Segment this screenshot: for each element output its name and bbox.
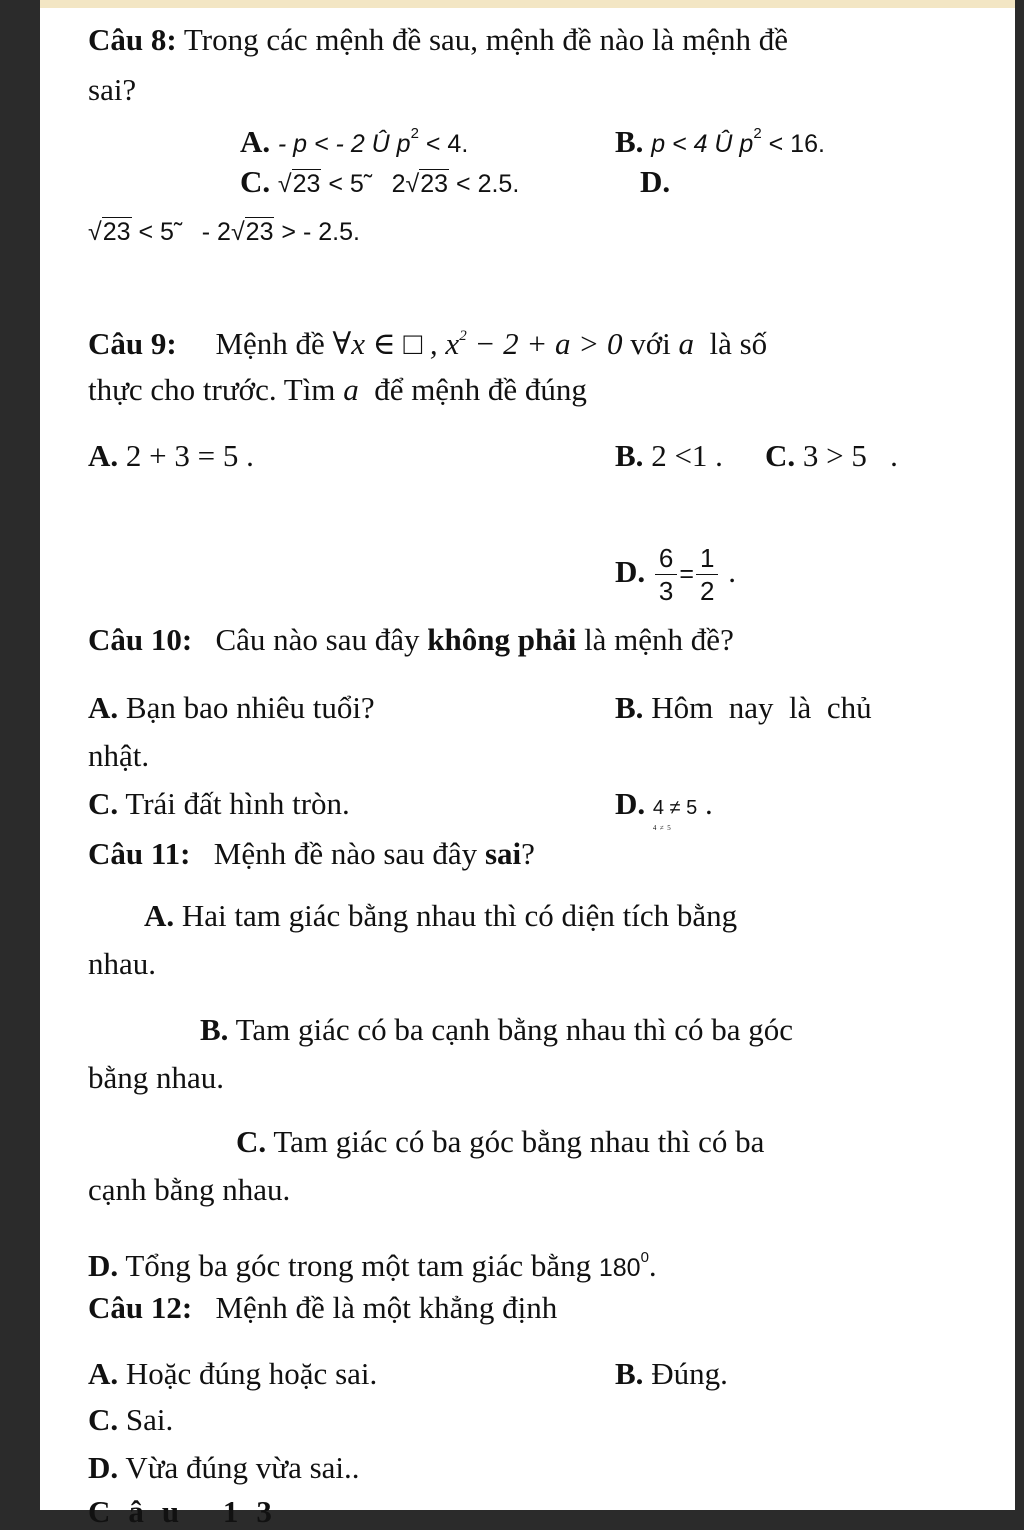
q9-math: ∀x ∈ □ , $x^2 - 2 + a > 0$ <box>332 326 623 361</box>
q8-option-c <box>240 164 519 202</box>
q9-d-fraction-2: $\frac{1}{2}$ <box>696 542 718 607</box>
q9-option-c: C. 3 > 5 . <box>765 438 898 473</box>
q8-d-label: D. <box>640 164 671 199</box>
q10-stem: Câu 10: Câu nào sau đây không phải là mệnh đề? <box>88 622 734 657</box>
q9-d-fraction-1: $\frac{6}{3}$ <box>655 542 677 607</box>
q9-label: Câu 9: <box>88 326 177 361</box>
q11-d-math: $180^0$ <box>598 1249 649 1282</box>
q8-option-d <box>88 212 360 250</box>
q9-stem: Câu 9: Mệnh đề ∀x ∈ □ , $x^2 - 2 + a > 0$ với a là số <box>88 326 768 361</box>
q11-option-d: D. Tổng ba góc trong một tam giác bằng $180^0$. <box>88 1248 657 1283</box>
q13-partial-cutoff: Câu 13 <box>88 1494 290 1529</box>
q12-option-c: C. Sai. <box>88 1402 174 1437</box>
q8-c-label: C. <box>240 164 271 199</box>
q8-stem <box>88 22 788 58</box>
q8-b-label: B. <box>615 124 644 159</box>
top-edge <box>40 0 1015 8</box>
q10-option-a: A. Bạn bao nhiêu tuổi? <box>88 690 375 725</box>
q11-option-b: B. Tam giác có ba cạnh bằng nhau thì có ba góc <box>200 1012 793 1047</box>
q9-option-a: A. 2 + 3 = 5 . <box>88 438 254 473</box>
q9-option-b: B. 2 <1 . <box>615 438 723 473</box>
q8-stem-cont: sai? <box>88 72 137 107</box>
q11-option-c: C. Tam giác có ba góc bằng nhau thì có ba <box>236 1124 765 1159</box>
q10-option-c: C. Trái đất hình tròn. <box>88 786 350 821</box>
q8-a-label: A. <box>240 124 271 159</box>
q10-option-d: D. 4 ≠ 5 4 ≠ 5 . <box>615 786 713 832</box>
q8-d-math: √23 < 5 - 2√23 > - 2.5. <box>88 218 360 246</box>
q8-label: Câu 8: <box>88 22 177 57</box>
q8-option-b <box>615 116 825 162</box>
q12-stem: Câu 12: Mệnh đề là một khẳng định <box>88 1290 558 1325</box>
q11-option-a-cont: nhau. <box>88 946 157 981</box>
q10-option-b: B. Hôm nay là chủ <box>615 690 872 725</box>
q8-c-math: √23 < 5 2√23 < 2.5. <box>277 170 520 198</box>
q8-option-a <box>240 116 468 162</box>
q11-stem: Câu 11: Mệnh đề nào sau đây sai? <box>88 836 535 871</box>
q11-label: Câu 11: <box>88 836 191 871</box>
q8-b-math: p < 4 Û $p^2 < 16$. <box>651 125 825 158</box>
q12-option-a: A. Hoặc đúng hoặc sai. <box>88 1356 378 1391</box>
q10-label: Câu 10: <box>88 622 193 657</box>
q11-option-a: A. Hai tam giác bằng nhau thì có diện tích bằng <box>144 898 738 933</box>
q12-option-d: D. Vừa đúng vừa sai.. <box>88 1450 360 1485</box>
q8-a-math: - p < - 2 Û $p^2 < 4$. <box>277 125 469 158</box>
q9-stem-cont: thực cho trước. Tìm a để mệnh đề đúng <box>88 372 587 407</box>
q10-option-b-cont: nhật. <box>88 738 150 773</box>
q12-option-b: B. Đúng. <box>615 1356 728 1391</box>
q11-option-b-cont: bằng nhau. <box>88 1060 225 1095</box>
q9-option-d: D. $\frac{6}{3}$ = $\frac{1}{2}$ . <box>615 543 736 607</box>
q8-text: Trong các mệnh đề sau, mệnh đề nào là mệnh đề <box>183 22 788 57</box>
document-page <box>40 0 1015 1529</box>
q12-label: Câu 12: <box>88 1290 193 1325</box>
q11-option-c-cont: cạnh bằng nhau. <box>88 1172 291 1207</box>
